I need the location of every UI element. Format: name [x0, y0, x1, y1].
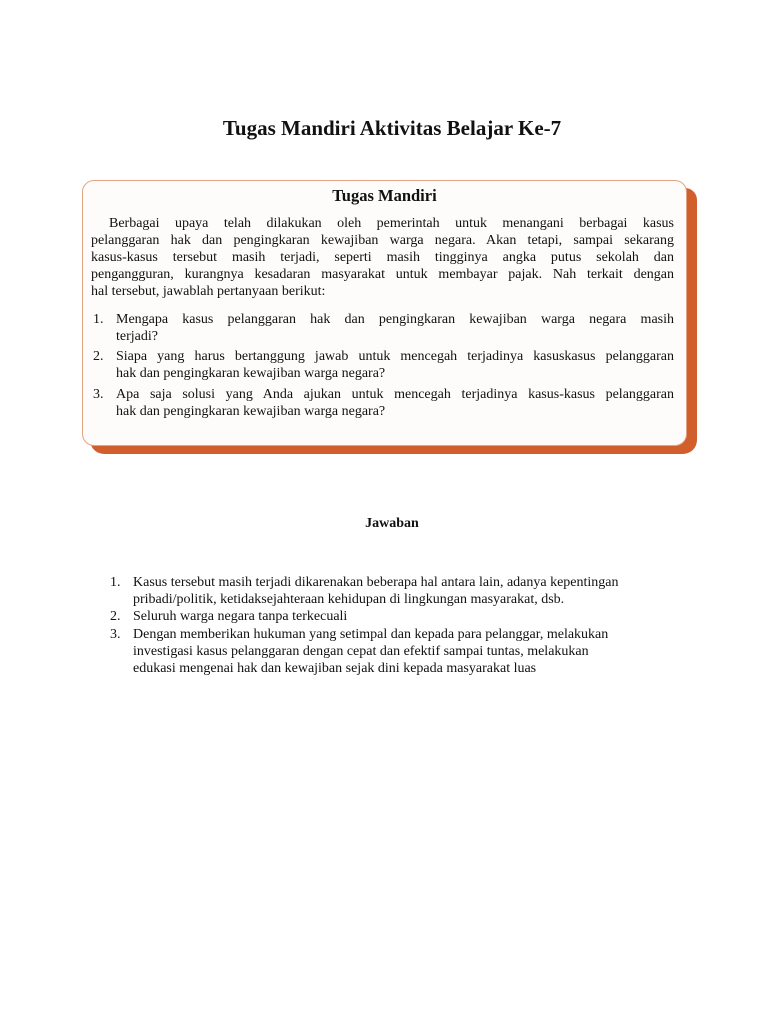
answer-number: 1. — [110, 575, 121, 590]
task-intro-line: Berbagai upaya telah dilakukan oleh pemerintah untuk menangani berbagai kasus — [109, 216, 674, 231]
answer-line: pribadi/politik, ketidaksejahteraan kehidupan di lingkungan masyarakat, dsb. — [133, 592, 565, 607]
answer-line: Kasus tersebut masih terjadi dikarenakan beberapa hal antara lain, adanya kepentingan — [133, 575, 619, 590]
page-title: Tugas Mandiri Aktivitas Belajar Ke-7 — [222, 116, 562, 140]
task-intro-line: pelanggaran hak dan pengingkaran kewajiban warga negara. Akan tetapi, sampai sekarang — [91, 233, 674, 248]
task-box-title: Tugas Mandiri — [332, 186, 437, 205]
question-number: 1. — [93, 312, 104, 327]
answer-number: 3. — [110, 627, 121, 642]
task-intro-line: hal tersebut, jawablah pertanyaan berikut: — [91, 284, 326, 299]
question-line: terjadi? — [116, 329, 158, 344]
question-line: Siapa yang harus bertanggung jawab untuk mencegah terjadinya kasuskasus pelanggaran — [116, 349, 674, 364]
question-line: hak dan pengingkaran kewajiban warga negara? — [116, 366, 386, 381]
question-line: Mengapa kasus pelanggaran hak dan pengingkaran kewajiban warga negara masih — [116, 312, 674, 327]
answer-line: Dengan memberikan hukuman yang setimpal dan kepada para pelanggar, melakukan — [133, 627, 609, 642]
question-line: Apa saja solusi yang Anda ajukan untuk mencegah terjadinya kasus-kasus pelanggaran — [116, 387, 674, 402]
task-intro-line: kasus-kasus tersebut masih terjadi, seperti masih tingginya angka putus sekolah dan — [91, 250, 674, 265]
answer-line: Seluruh warga negara tanpa terkecuali — [133, 609, 348, 624]
task-intro-line: pengangguran, kurangnya kesadaran masyarakat untuk membayar pajak. Nah terkait dengan — [91, 267, 674, 282]
question-number: 3. — [93, 387, 104, 402]
answer-line: edukasi mengenai hak dan kewajiban sejak dini kepada masyarakat luas — [133, 661, 537, 676]
answer-section-title: Jawaban — [365, 516, 419, 531]
question-line: hak dan pengingkaran kewajiban warga negara? — [116, 404, 386, 419]
question-number: 2. — [93, 349, 104, 364]
answer-line: investigasi kasus pelanggaran dengan cepat dan efektif sampai tuntas, melakukan — [133, 644, 589, 659]
answer-number: 2. — [110, 609, 121, 624]
